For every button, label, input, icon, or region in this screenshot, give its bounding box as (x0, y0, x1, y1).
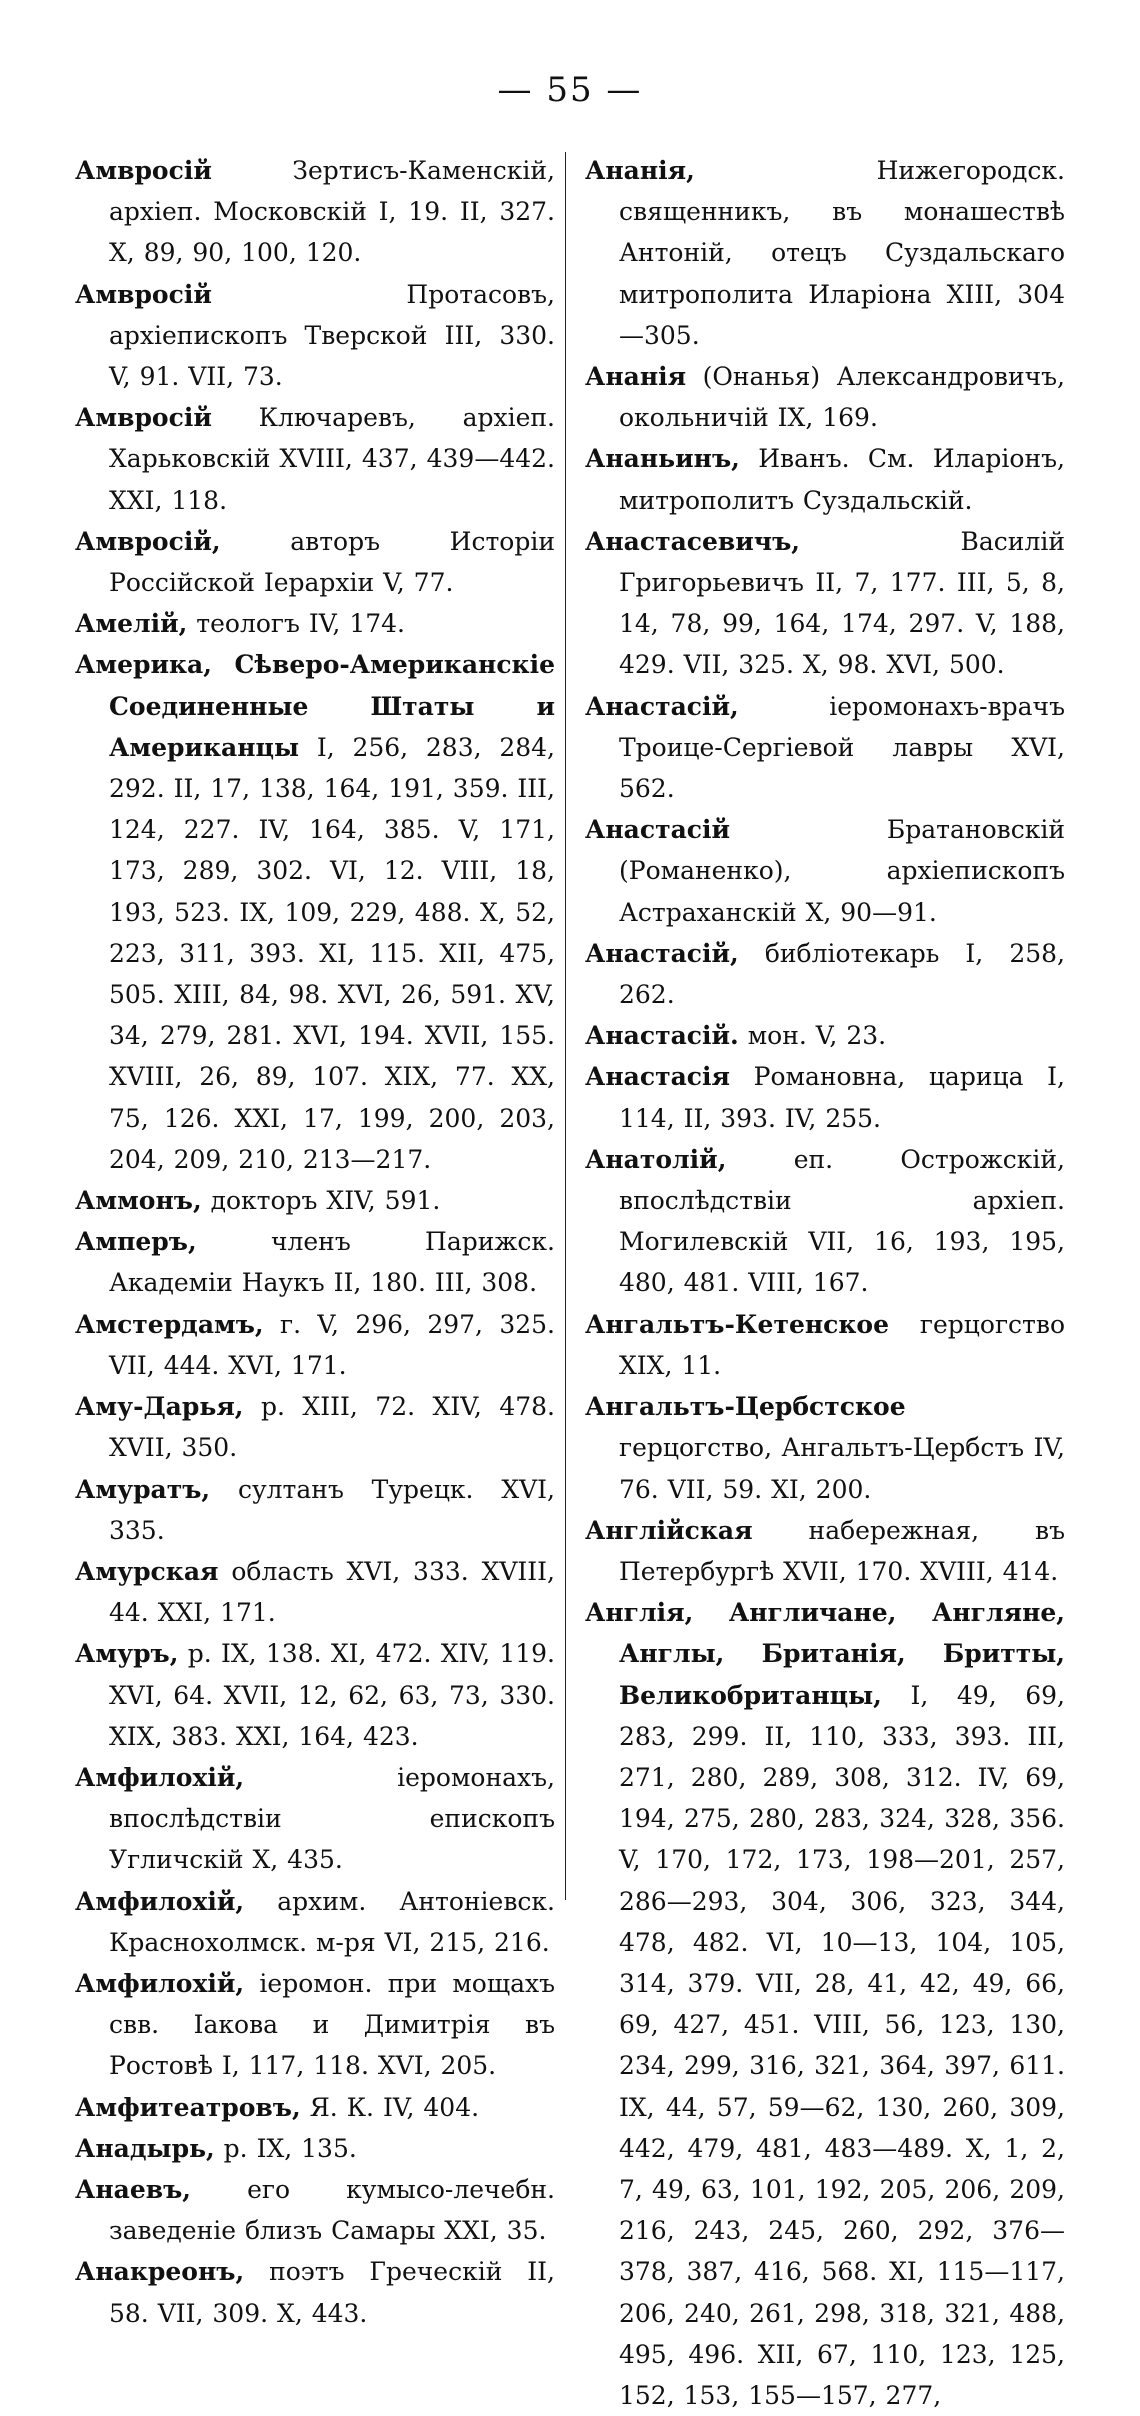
index-entry (585, 809, 1065, 933)
index-entry (75, 1633, 555, 1757)
index-entry-text: Я. К. IV, 404. (300, 2092, 480, 2122)
index-entry-head: Анастасій, (585, 938, 739, 968)
index-entry-head: Амстердамъ, (75, 1309, 264, 1339)
index-entry (585, 686, 1065, 810)
index-entry-text: іеромонахъ-врачъ Троице-Сергіевой лавры XVI, 562. (619, 691, 1065, 804)
column-divider (565, 152, 566, 1900)
index-entry-head: Анаевъ, (75, 2174, 192, 2204)
index-entry-head: Амвросій (75, 403, 212, 433)
index-entry-head: Ананьинъ, (585, 444, 740, 474)
index-entry (75, 1757, 555, 1881)
index-entry-text: I, 49, 69, 283, 299. II, 110, 333, 393. III, 271, 280, 289, 308, 312. IV, 69, 194, 275, 280, 283, 324, 328, 356. V, 170, 172, 173, 198—201, 257, 286—293, 304, 306, 323, 344, 478, 482. VI, 10—13, 104, 105, 314, 379. VII, 28, 41, 42, 49, 66, 69, 427, 451. VIII, 56, 123, 130, 234, 299, 316, 321, 364, 397, 611. IX, 44, 57, 59—62, 130, 260, 309, 442, 479, 481, 483—489. X, 1, 2, 7, 49, 63, 101, 192, 205, 206, 209, 216, 243, 245, 260, 292, 376—378, 387, 416, 568. XI, 115—117, 206, 240, 261, 298, 318, 321, 488, 495, 496. XII, 67, 110, 123, 125, 152, 153, 155—157, 277, (619, 1680, 1065, 2410)
index-entry-text: Зертисъ-Каменскій, архіеп. Московскій I, 19. II, 327. X, 89, 90, 100, 120. (109, 156, 555, 268)
index-entry (75, 521, 555, 603)
index-entry-text: султанъ Турецк. XVI, 335. (109, 1474, 555, 1545)
index-entry-head: Амурская (75, 1556, 219, 1586)
index-entry (75, 397, 555, 521)
index-entry-text: герцогство, Ангальтъ-Цербстъ IV, 76. VII, 59. XI, 200. (619, 1433, 1065, 1504)
index-entry-head: Аму-Дарья, (75, 1392, 244, 1422)
index-entry-text: набережная, въ Петербургѣ XVII, 170. XVIII, 414. (619, 1515, 1065, 1586)
index-entry-text: Ключаревъ, архіеп. Харьковскій XVIII, 437, 439—442. XXI, 118. (109, 403, 555, 515)
index-entry (75, 1221, 555, 1303)
index-entry-text: мон. V, 23. (738, 1021, 887, 1051)
index-entry-text: еп. Острожскій, впослѣдствіи архіеп. Могилевскій VII, 16, 193, 195, 480, 481. VIII, 167. (619, 1144, 1065, 1298)
index-entry-text: его кумысо-лечебн. заведеніе близъ Самары XXI, 35. (109, 2174, 555, 2246)
index-entry-head: Аммонъ, (75, 1186, 202, 1216)
index-entry-head: Амелій, (75, 609, 188, 639)
index-entry-head: Анакреонъ, (75, 2257, 245, 2287)
index-entry-head: Ананія, (585, 156, 695, 185)
index-entry-head: Амуратъ, (75, 1474, 211, 1504)
index-entry (75, 1881, 555, 1963)
index-entry (585, 1139, 1065, 1304)
index-entry-text: Василій Григорьевичъ II, 7, 177. III, 5, 8, 14, 78, 99, 164, 174, 297. V, 188, 429. VII, 325. X, 98. XVI, 500. (619, 526, 1065, 680)
index-entry-head: Анатолій, (585, 1144, 727, 1174)
index-entry (585, 1510, 1065, 1592)
index-entry (75, 2169, 555, 2251)
index-entry (585, 1304, 1065, 1386)
index-entry (75, 1963, 555, 2087)
index-entry (75, 1551, 555, 1633)
index-entry (75, 2087, 555, 2128)
index-entry (585, 438, 1065, 520)
index-entry-text: г. V, 296, 297, 325. VII, 444. XVI, 171. (109, 1309, 555, 1380)
index-entry-head: Анастасій, (585, 691, 739, 721)
index-entry-head: Анадырь, (75, 2133, 215, 2163)
index-entry-text: Романовна, царица I, 114, II, 393. IV, 255. (619, 1062, 1065, 1133)
index-entry-head: Амфилохій, (75, 1762, 245, 1792)
index-entry-text: докторъ XIV, 591. (201, 1186, 441, 1216)
index-entry-text: теологъ IV, 174. (187, 609, 405, 639)
index-entry (75, 2251, 555, 2333)
index-entry-text: іеромон. при мощахъ свв. Іакова и Димитрія въ Ростовѣ I, 117, 118. XVI, 205. (109, 1968, 555, 2081)
index-entry (585, 356, 1065, 438)
index-entry-text: Протасовъ, архіепископъ Тверской III, 330. V, 91. VII, 73. (109, 279, 555, 392)
index-entry-head: Амвросій, (75, 526, 221, 556)
index-column-left (75, 150, 555, 2334)
index-entry-text: р. IX, 135. (214, 2133, 357, 2163)
index-column-right (585, 150, 1065, 2416)
index-entry-head: Англійская (585, 1515, 753, 1545)
index-entry (585, 1386, 1065, 1510)
index-entry-head: Ангальтъ-Кетенское (585, 1309, 890, 1339)
index-entry-text: (Онанья) Александровичъ, окольничій IX, 169. (619, 362, 1065, 433)
index-entry-text: членъ Парижск. Академіи Наукъ II, 180. III, 308. (109, 1227, 555, 1298)
index-entry-head: Амвросій (75, 279, 212, 309)
index-entry-text: Нижегородск. священникъ, въ монашествѣ Антоній, отецъ Суздальскаго митрополита Иларіона XIII, 304—305. (619, 156, 1065, 350)
index-entry-head: Анастасій (585, 815, 731, 845)
index-entry-head: Англія, Англичане, Англяне, Англы, Британія, Бритты, Великобританцы, (585, 1598, 1065, 1710)
index-entry-text: область XVI, 333. XVIII, 44. XXI, 171. (109, 1556, 555, 1628)
index-entry (75, 1386, 555, 1468)
index-entry-text: р. XIII, 72. XIV, 478. XVII, 350. (109, 1392, 555, 1463)
index-entry (585, 1592, 1065, 2416)
index-entry (75, 1304, 555, 1386)
index-entry-text: поэтъ Греческій II, 58. VII, 309. X, 443. (109, 2257, 555, 2328)
index-entry (75, 150, 555, 274)
page-number: — 55 — (497, 70, 643, 110)
index-entry (75, 1469, 555, 1551)
index-entry-text: Иванъ. См. Иларіонъ, митрополитъ Суздальскій. (619, 444, 1065, 515)
index-entry (585, 933, 1065, 1015)
index-entry-text: архим. Антоніевск. Краснохолмск. м-ря VI, 215, 216. (109, 1886, 555, 1957)
index-entry-head: Амфилохій, (75, 1968, 245, 1998)
index-entry (75, 2128, 555, 2169)
index-entry-text: авторъ Исторіи Россійской Іерархіи V, 77. (109, 526, 555, 598)
index-entry-head: Анастасевичъ, (585, 526, 800, 556)
index-entry (585, 150, 1065, 356)
index-entry-head: Амперъ, (75, 1227, 197, 1257)
index-entry (585, 521, 1065, 686)
index-entry-head: Амфилохій, (75, 1886, 245, 1916)
index-entry-text: іеромонахъ, впослѣдствіи епископъ Угличскій X, 435. (109, 1762, 555, 1875)
index-entry-head: Амфитеатровъ, (75, 2092, 301, 2122)
index-entry-text: библіотекарь I, 258, 262. (619, 938, 1065, 1010)
index-entry (75, 1180, 555, 1221)
index-entry (75, 603, 555, 644)
index-entry-text: герцогство XIX, 11. (619, 1309, 1065, 1380)
index-entry-text: I, 256, 283, 284, 292. II, 17, 138, 164, 191, 359. III, 124, 227. IV, 164, 385. V, 171, 173, 289, 302. VI, 12. VIII, 18, 193, 523. IX, 109, 229, 488. X, 52, 223, 311, 393. XI, 115. XII, 475, 505. XIII, 84, 98. XVI, 26, 591. XV, 34, 279, 281. XVI, 194. XVII, 155. XVIII, 26, 89, 107. XIX, 77. XX, 75, 126. XXI, 17, 199, 200, 203, 204, 209, 210, 213—217. (109, 732, 555, 1174)
index-entry-text: Братановскій (Романенко), архіепископъ Астраханскій X, 90—91. (619, 815, 1065, 927)
index-entry (585, 1015, 1065, 1056)
index-entry-head: Америка, Сѣверо-Американскіе Соединенные Штаты и Американцы (75, 650, 555, 762)
index-entry-head: Амуръ, (75, 1639, 179, 1669)
index-entry-head: Анастасія (585, 1062, 730, 1092)
index-entry-head: Амвросій (75, 156, 212, 185)
index-entry-head: Анастасій. (585, 1021, 739, 1051)
index-entry (585, 1056, 1065, 1138)
index-entry (75, 274, 555, 398)
index-entry-head: Ананія (585, 362, 687, 392)
index-entry-text: р. IX, 138. XI, 472. XIV, 119. XVI, 64. XVII, 12, 62, 63, 73, 330. XIX, 383. XXI, 164, 423. (109, 1639, 555, 1751)
index-entry-head: Ангальтъ-Цербстское (585, 1392, 906, 1422)
index-entry (75, 644, 555, 1180)
